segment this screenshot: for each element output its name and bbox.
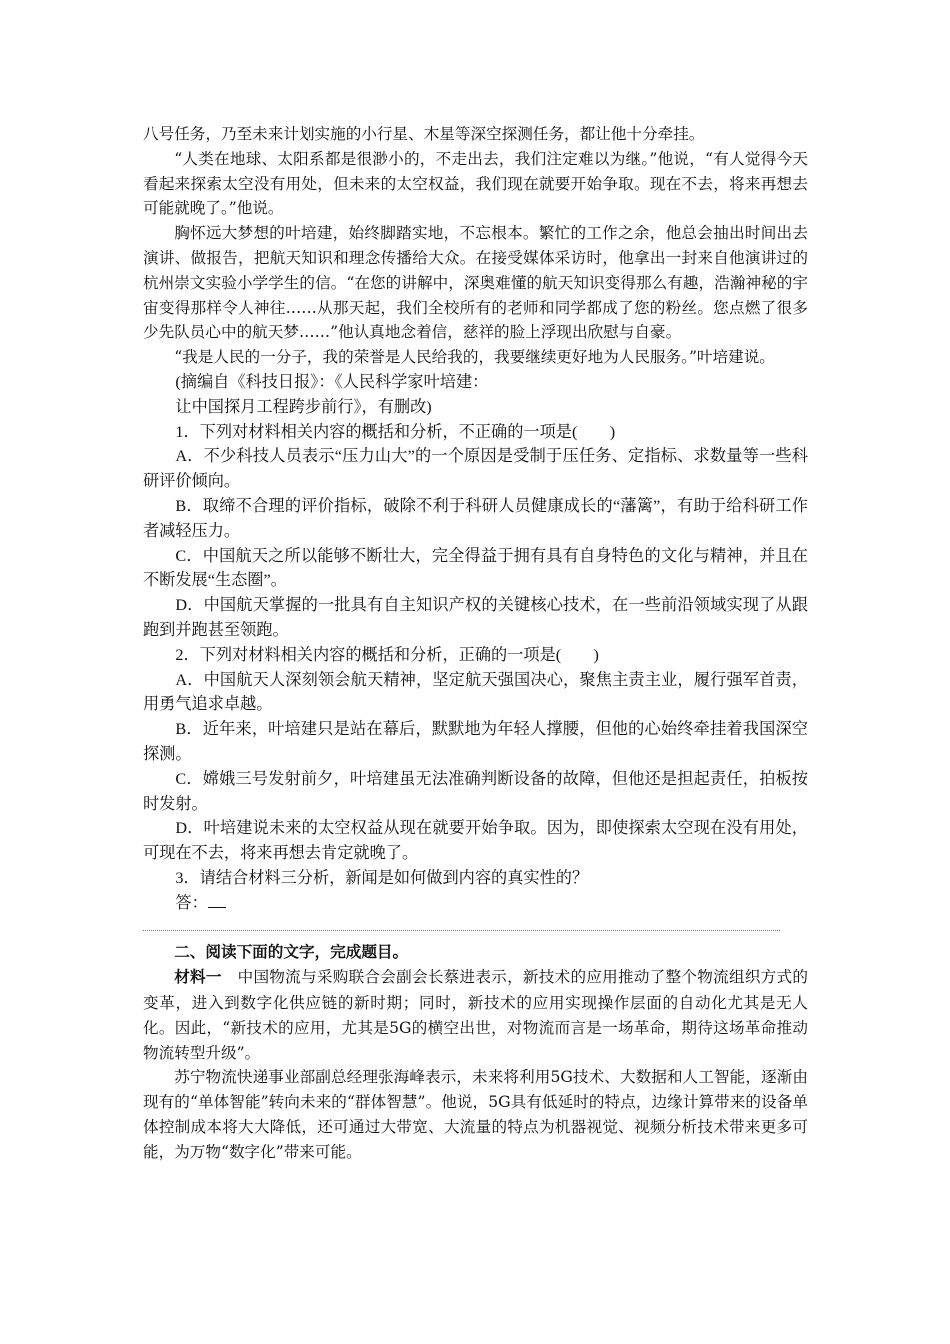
section-divider (143, 930, 780, 931)
paragraph-speech: 胸怀远大梦想的叶培建，始终脚踏实地，不忘根本。繁忙的工作之余，他总会抽出时间出去演讲、做报告，把航天知识和理念传播给大众。在接受媒体采访时，他拿出一封来自他演讲过的杭州崇文实验小学学生的信。“在您的讲解中，深奥难懂的航天知识变得那么有趣，浩瀚神秘的宇宙变得那样令人神往……从那天起，我们全校所有的老师和同学都成了您的粉丝。您点燃了很多少先队员心中的航天梦……”他认真地念着信，慈祥的脸上浮现出欣慰与自豪。 (143, 224, 808, 342)
paragraph-suning: 苏宁物流快递事业部副总经理张海峰表示，未来将利用5G技术、大数据和人工智能，逐渐由现有的“单体智能”转向未来的“群体智慧”。他说，5G具有低延时的特点，边缘计算带来的设备单体控制成本将大大降低，还可通过大带宽、大流量的特点为机器视觉、视频分析技术带来更多可能，为万物“数字化”带来可能。 (143, 1068, 808, 1161)
question-2-option-c: C．嫦娥三号发射前夕，叶培建虽无法准确判断设备的故障，但他还是担起责任，拍板按时发射。 (143, 769, 808, 813)
question-1-option-b: B．取缔不合理的评价指标，破除不利于科研人员健康成长的“藩篱”，有助于给科研工作者减轻压力。 (143, 496, 808, 540)
answer-label: 答： (175, 893, 208, 912)
question-1-option-c: C．中国航天之所以能够不断壮大，完全得益于拥有具有自身特色的文化与精神，并且在不断发展“生态圈”。 (143, 546, 808, 590)
answer-blank (208, 895, 226, 908)
question-1-stem: 1．下列对材料相关内容的概括和分析，不正确的一项是( ) (175, 422, 616, 441)
question-3-answer-line (143, 891, 808, 916)
material-1-label: 材料一 (174, 969, 222, 987)
question-2-stem: 2．下列对材料相关内容的概括和分析，正确的一项是( ) (175, 645, 599, 664)
material-1-text: 中国物流与采购联合会副会长蔡进表示，新技术的应用推动了整个物流组织方式的变革，进入到数字化供应链的新时期；同时，新技术的应用实现操作层面的自动化尤其是无人化。因此，“新技术的应用，尤其是5G的横空出世，对物流而言是一场革命，期待这场革命推动物流转型升级”。 (143, 968, 808, 1062)
paragraph-continued: 八号任务，乃至未来计划实施的小行星、木星等深空探测任务，都让他十分牵挂。 (143, 125, 705, 143)
question-2-option-b: B．近年来，叶培建只是站在幕后，默默地为年轻人撑腰，但他的心始终牵挂着我国深空探测。 (143, 720, 808, 763)
source-citation-line-1: (摘编自《科技日报》：《人民科学家叶培建： (175, 372, 489, 391)
question-3-stem: 3．请结合材料三分析，新闻是如何做到内容的真实性的？ (175, 868, 589, 887)
question-1-option-a: A．不少科技人员表示“压力山大”的一个原因是受制于压任务、定指标、求数量等一些科研评价倾向。 (143, 447, 808, 491)
question-2-option-a: A．中国航天人深刻领会航天精神，坚定航天强国决心，聚焦主责主业，履行强军首责，用勇气追求卓越。 (143, 670, 808, 714)
paragraph-quote-1: “人类在地球、太阳系都是很渺小的，不走出去，我们注定难以为继。”他说，“有人觉得今天看起来探索太空没有用处，但未来的太空权益，我们现在就要开始争取。现在不去，将来再想去可能就晚了。”他说。 (143, 149, 808, 218)
section-2-title: 二、阅读下面的文字，完成题目。 (174, 943, 409, 961)
material-1-paragraph (143, 965, 808, 1065)
question-2-option-d: D．叶培建说未来的太空权益从现在就要开始争取。因为，即使探索太空现在没有用处，可现在不去，将来再想去肯定就晚了。 (143, 819, 808, 863)
paragraph-quote-2: “我是人民的一分子，我的荣誉是人民给我的，我要继续更好地为人民服务。”叶培建说。 (174, 348, 775, 367)
question-1-option-d: D．中国航天掌握的一批具有自主知识产权的关键核心技术，在一些前沿领域实现了从跟跑到并跑甚至领跑。 (143, 596, 808, 639)
document-body (143, 122, 808, 1165)
source-citation-line-2: 让中国探月工程跨步前行》，有删改) (175, 397, 432, 416)
